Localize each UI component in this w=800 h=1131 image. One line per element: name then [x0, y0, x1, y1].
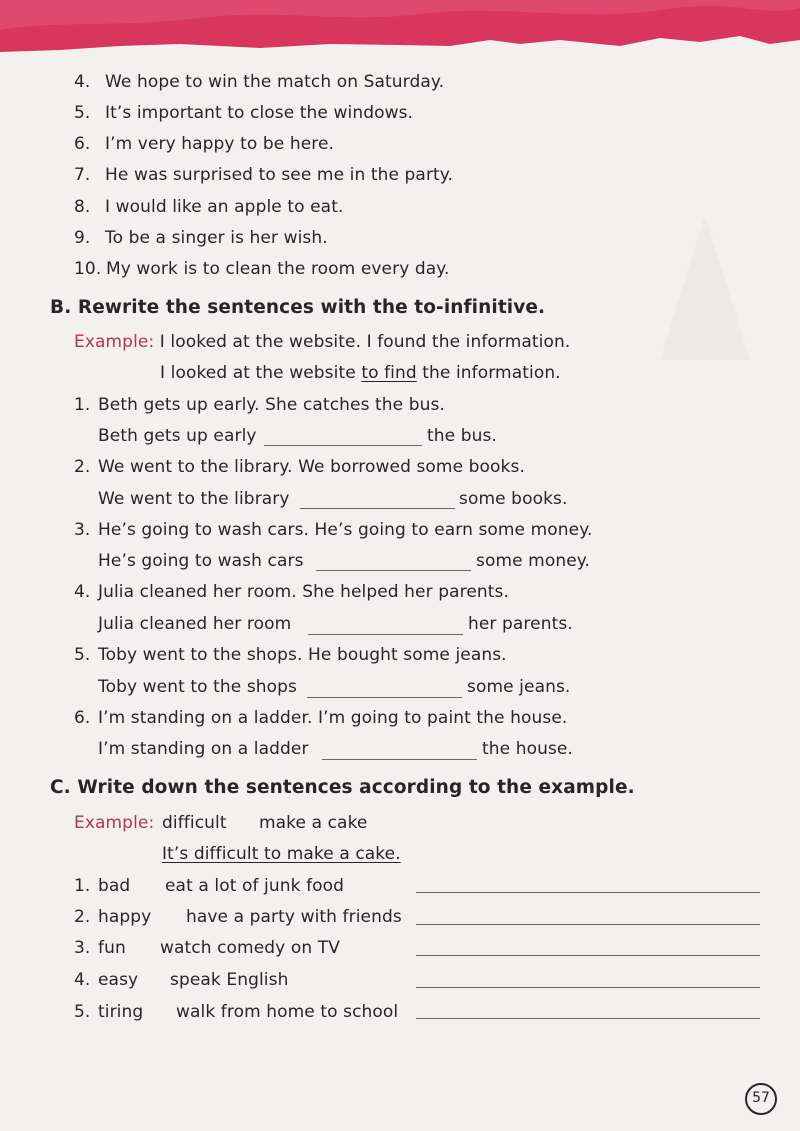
section-b-prompt: 3. He’s going to wash cars. He’s going to earn some money.	[74, 520, 593, 540]
section-b-answer-before: Beth gets up early	[98, 426, 257, 446]
section-b-answer-after: the bus.	[427, 426, 497, 446]
section-b-heading: B. Rewrite the sentences with the to-infinitive.	[50, 297, 546, 318]
section-b-answer-after: her parents.	[468, 614, 573, 634]
section-a-item: 6. I’m very happy to be here.	[74, 134, 335, 154]
section-c-item-phrase: have a party with friends	[186, 907, 402, 927]
section-c-item-adj: bad	[98, 876, 131, 896]
section-b-example-line2: I looked at the website to find the information.	[160, 363, 561, 383]
section-b-prompt: 5. Toby went to the shops. He bought some jeans.	[74, 645, 507, 665]
example-label: Example:	[74, 332, 155, 352]
answer-blank[interactable]	[264, 445, 422, 446]
section-c-item-phrase: watch comedy on TV	[160, 938, 340, 958]
answer-line[interactable]	[416, 955, 760, 956]
section-b-prompt: 4. Julia cleaned her room. She helped her parents.	[74, 582, 509, 602]
section-c-example-phrase: make a cake	[259, 813, 368, 833]
answer-line[interactable]	[416, 987, 760, 988]
section-c-item-phrase: walk from home to school	[176, 1002, 399, 1022]
answer-line[interactable]	[416, 1018, 760, 1019]
section-c-heading: C. Write down the sentences according to the example.	[50, 777, 635, 798]
section-b-answer-before: We went to the library	[98, 489, 290, 509]
section-c-item-num: 2.	[74, 907, 91, 927]
answer-blank[interactable]	[307, 697, 462, 698]
answer-line[interactable]	[416, 924, 760, 925]
section-c-item-num: 5.	[74, 1002, 91, 1022]
section-c-item-adj: happy	[98, 907, 152, 927]
section-b-answer-after: some books.	[459, 489, 568, 509]
section-c-item-adj: fun	[98, 938, 126, 958]
section-c-item-phrase: speak English	[170, 970, 289, 990]
section-b-answer-after: some jeans.	[467, 677, 571, 697]
section-a-item: 5. It’s important to close the windows.	[74, 103, 414, 123]
page-number: 57	[745, 1083, 777, 1115]
answer-blank[interactable]	[300, 508, 455, 509]
section-b-prompt: 2. We went to the library. We borrowed some books.	[74, 457, 525, 477]
section-c-item-adj: tiring	[98, 1002, 144, 1022]
answer-blank[interactable]	[316, 570, 471, 571]
section-a-item: 8. I would like an apple to eat.	[74, 197, 344, 217]
section-c-item-num: 3.	[74, 938, 91, 958]
example-label: Example:	[74, 813, 155, 833]
section-c-item-num: 1.	[74, 876, 91, 896]
section-b-answer-before: Toby went to the shops	[98, 677, 298, 697]
section-b-answer-before: Julia cleaned her room	[98, 614, 292, 634]
section-b-answer-after: the house.	[482, 739, 573, 759]
section-b-answer-before: He’s going to wash cars	[98, 551, 304, 571]
section-c-example-answer: It’s difficult to make a cake.	[162, 844, 401, 864]
section-a-item: 4. We hope to win the match on Saturday.	[74, 72, 445, 92]
section-a-item: 10. My work is to clean the room every day.	[74, 259, 450, 279]
section-b-answer-after: some money.	[476, 551, 591, 571]
section-c-example	[74, 812, 154, 834]
section-c-item-num: 4.	[74, 970, 91, 990]
section-b-answer-before: I’m standing on a ladder	[98, 739, 309, 759]
section-b-example-line1: Example: I looked at the website. I found the information.	[74, 332, 571, 352]
section-b-prompt: 1. Beth gets up early. She catches the bus.	[74, 395, 445, 415]
answer-blank[interactable]	[308, 634, 463, 635]
answer-blank[interactable]	[322, 759, 477, 760]
section-a-item: 9. To be a singer is her wish.	[74, 228, 328, 248]
answer-line[interactable]	[416, 892, 760, 893]
section-c-item-adj: easy	[98, 970, 139, 990]
section-a-item: 7. He was surprised to see me in the party.	[74, 165, 454, 185]
section-c-example-adj: difficult	[162, 813, 227, 833]
section-b-prompt: 6. I’m standing on a ladder. I’m going to paint the house.	[74, 708, 568, 728]
example-answer-underlined: to find	[361, 363, 417, 383]
section-c-item-phrase: eat a lot of junk food	[165, 876, 345, 896]
